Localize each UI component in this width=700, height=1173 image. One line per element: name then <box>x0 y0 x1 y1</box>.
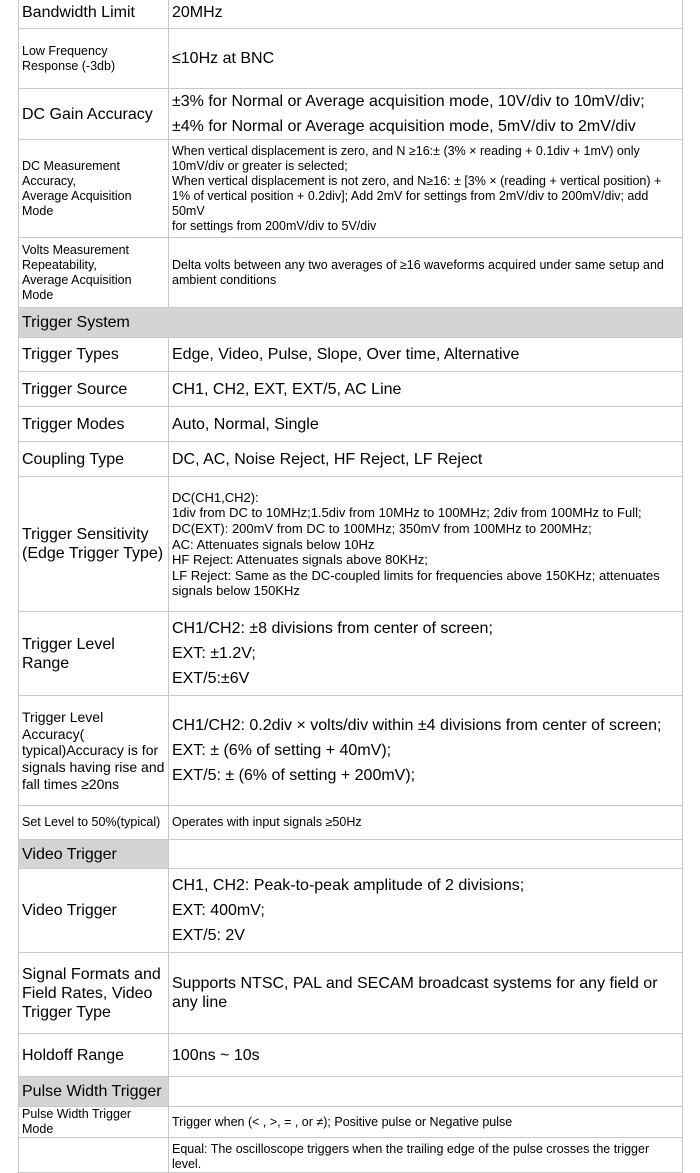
label-line: Average Acquisition Mode <box>22 188 132 218</box>
value-line: LF Reject: Same as the DC-coupled limits for frequencies above 150KHz; attenuates <box>172 567 660 583</box>
label-line: DC Measurement Accuracy, <box>22 158 120 188</box>
row-label-coupling-type: Coupling Type <box>19 442 169 477</box>
row-value-bandwidth-limit: 20MHz <box>169 0 683 29</box>
label-line: Signal Formats and <box>22 965 161 983</box>
value-line: 1% of vertical position + 0.2div]; Add 2mV for settings from 2mV/div to 200mV/div; add 50mV <box>172 188 649 218</box>
row-label-volts-repeatability <box>19 238 169 308</box>
table-row <box>19 372 683 407</box>
table-row <box>19 442 683 477</box>
label-line: fall times ≥20ns <box>22 776 120 793</box>
row-value-trigger-source: CH1, CH2, EXT, EXT/5, AC Line <box>169 372 683 407</box>
value-line: EXT/5: ± (6% of setting + 200mV); <box>172 767 416 785</box>
value-line: HF Reject: Attenuates signals above 80KHz; <box>172 552 428 568</box>
row-label-signal-formats <box>19 953 169 1034</box>
section-header-row <box>19 840 683 869</box>
row-label-trigger-sensitivity <box>19 477 169 612</box>
section-title-pulse-width-trigger: Pulse Width Trigger <box>19 1077 169 1107</box>
table-row <box>19 1138 683 1173</box>
table-row <box>19 0 683 29</box>
value-line: When vertical displacement is not zero, and N≥16: ± [3% × (reading + vertical position) + <box>172 173 662 188</box>
row-label-trigger-modes: Trigger Modes <box>19 407 169 442</box>
table-row <box>19 89 683 140</box>
value-line: 10mV/div or greater is selected; <box>172 158 348 173</box>
table-row <box>19 612 683 696</box>
row-label-bandwidth-limit: Bandwidth Limit <box>19 0 169 29</box>
label-line: Trigger Level Accuracy( <box>22 708 104 742</box>
row-value-trigger-modes: Auto, Normal, Single <box>169 407 683 442</box>
label-line: signals having rise and <box>22 759 165 776</box>
row-label-pulse-equal <box>19 1138 169 1173</box>
value-line: for settings from 200mV/div to 5V/div <box>172 218 377 233</box>
row-value-pulse-equal: Equal: The oscilloscope triggers when the trailing edge of the pulse crosses the trigger level. <box>169 1138 683 1173</box>
table-row <box>19 477 683 612</box>
label-line: Repeatability, <box>22 257 97 272</box>
value-line: signals below 150KHz <box>172 583 300 599</box>
label-line: Trigger Sensitivity <box>22 526 149 544</box>
value-line: AC: Attenuates signals below 10Hz <box>172 536 375 552</box>
row-label-low-frequency-response: Low Frequency Response (-3db) <box>19 29 169 89</box>
section-title-video-trigger: Video Trigger <box>19 840 169 869</box>
row-value-dc-gain-accuracy <box>169 89 683 140</box>
row-value-holdoff-range: 100ns ~ 10s <box>169 1034 683 1077</box>
row-value-pulse-width-trigger-mode: Trigger when (< , >, = , or ≠); Positive pulse or Negative pulse <box>169 1107 683 1138</box>
row-value-dc-measurement-accuracy <box>169 140 683 238</box>
row-value-video-trigger <box>169 869 683 953</box>
row-label-set-level-50: Set Level to 50%(typical) <box>19 806 169 840</box>
row-label-trigger-level-range: Trigger Level Range <box>19 612 169 696</box>
label-line: Average Acquisition Mode <box>22 272 132 302</box>
value-line: CH1/CH2: 0.2div × volts/div within ±4 divisions from center of screen; <box>172 717 662 735</box>
table-row <box>19 238 683 308</box>
row-value-trigger-types: Edge, Video, Pulse, Slope, Over time, Alternative <box>169 338 683 372</box>
value-line: EXT: ± (6% of setting + 40mV); <box>172 742 392 760</box>
spec-table <box>18 0 683 1173</box>
table-row <box>19 869 683 953</box>
row-value-signal-formats: Supports NTSC, PAL and SECAM broadcast systems for any field or any line <box>169 953 683 1034</box>
row-value-coupling-type: DC, AC, Noise Reject, HF Reject, LF Reject <box>169 442 683 477</box>
section-header-row <box>19 1077 683 1107</box>
value-line: EXT: ±1.2V; <box>172 645 256 663</box>
row-value-set-level-50: Operates with input signals ≥50Hz <box>169 806 683 840</box>
label-line: Trigger Type <box>22 1003 111 1021</box>
row-value-trigger-sensitivity <box>169 477 683 612</box>
section-header-blank <box>169 1077 683 1107</box>
row-label-dc-gain-accuracy: DC Gain Accuracy <box>19 89 169 140</box>
row-label-pulse-width-trigger-mode: Pulse Width Trigger Mode <box>19 1107 169 1138</box>
table-row <box>19 1034 683 1077</box>
row-label-holdoff-range: Holdoff Range <box>19 1034 169 1077</box>
value-line: CH1, CH2: Peak-to-peak amplitude of 2 divisions; <box>172 877 525 895</box>
table-row <box>19 140 683 238</box>
section-header-row <box>19 308 683 338</box>
row-value-low-frequency-response: ≤10Hz at BNC <box>169 29 683 89</box>
row-label-trigger-types: Trigger Types <box>19 338 169 372</box>
value-line: ±3% for Normal or Average acquisition mode, 10V/div to 10mV/div; <box>172 93 645 110</box>
table-row <box>19 806 683 840</box>
value-line: EXT/5:±6V <box>172 670 250 688</box>
row-label-video-trigger: Video Trigger <box>19 869 169 953</box>
row-value-trigger-level-range <box>169 612 683 696</box>
label-line: Volts Measurement <box>22 242 129 257</box>
value-line: EXT/5: 2V <box>172 927 245 945</box>
value-line: 1div from DC to 10MHz;1.5div from 10MHz to 100MHz; 2div from 100MHz to Full; <box>172 505 642 521</box>
table-row <box>19 407 683 442</box>
label-line: typical)Accuracy is for <box>22 742 159 759</box>
value-line: CH1/CH2: ±8 divisions from center of screen; <box>172 620 493 638</box>
value-line: ±4% for Normal or Average acquisition mode, 5mV/div to 2mV/div <box>172 118 636 136</box>
value-line: DC(EXT): 200mV from DC to 100MHz; 350mV from 100MHz to 200MHz; <box>172 520 592 536</box>
row-label-trigger-level-accuracy <box>19 696 169 806</box>
label-line: Field Rates, Video <box>22 984 153 1002</box>
row-value-trigger-level-accuracy <box>169 696 683 806</box>
section-title-trigger-system: Trigger System <box>19 308 683 338</box>
value-line: EXT: 400mV; <box>172 902 265 920</box>
table-row <box>19 953 683 1034</box>
table-row <box>19 1107 683 1138</box>
table-row <box>19 696 683 806</box>
value-line: When vertical displacement is zero, and N ≥16:± (3% × reading + 0.1div + 1mV) only <box>172 143 640 158</box>
value-line: DC(CH1,CH2): <box>172 489 259 505</box>
label-line: (Edge Trigger Type) <box>22 545 164 563</box>
row-value-volts-repeatability: Delta volts between any two averages of ≥16 waveforms acquired under same setup and ambient conditions <box>169 238 683 308</box>
row-label-dc-measurement-accuracy <box>19 140 169 238</box>
table-row <box>19 338 683 372</box>
section-header-blank <box>169 840 683 869</box>
row-label-trigger-source: Trigger Source <box>19 372 169 407</box>
table-row <box>19 29 683 89</box>
